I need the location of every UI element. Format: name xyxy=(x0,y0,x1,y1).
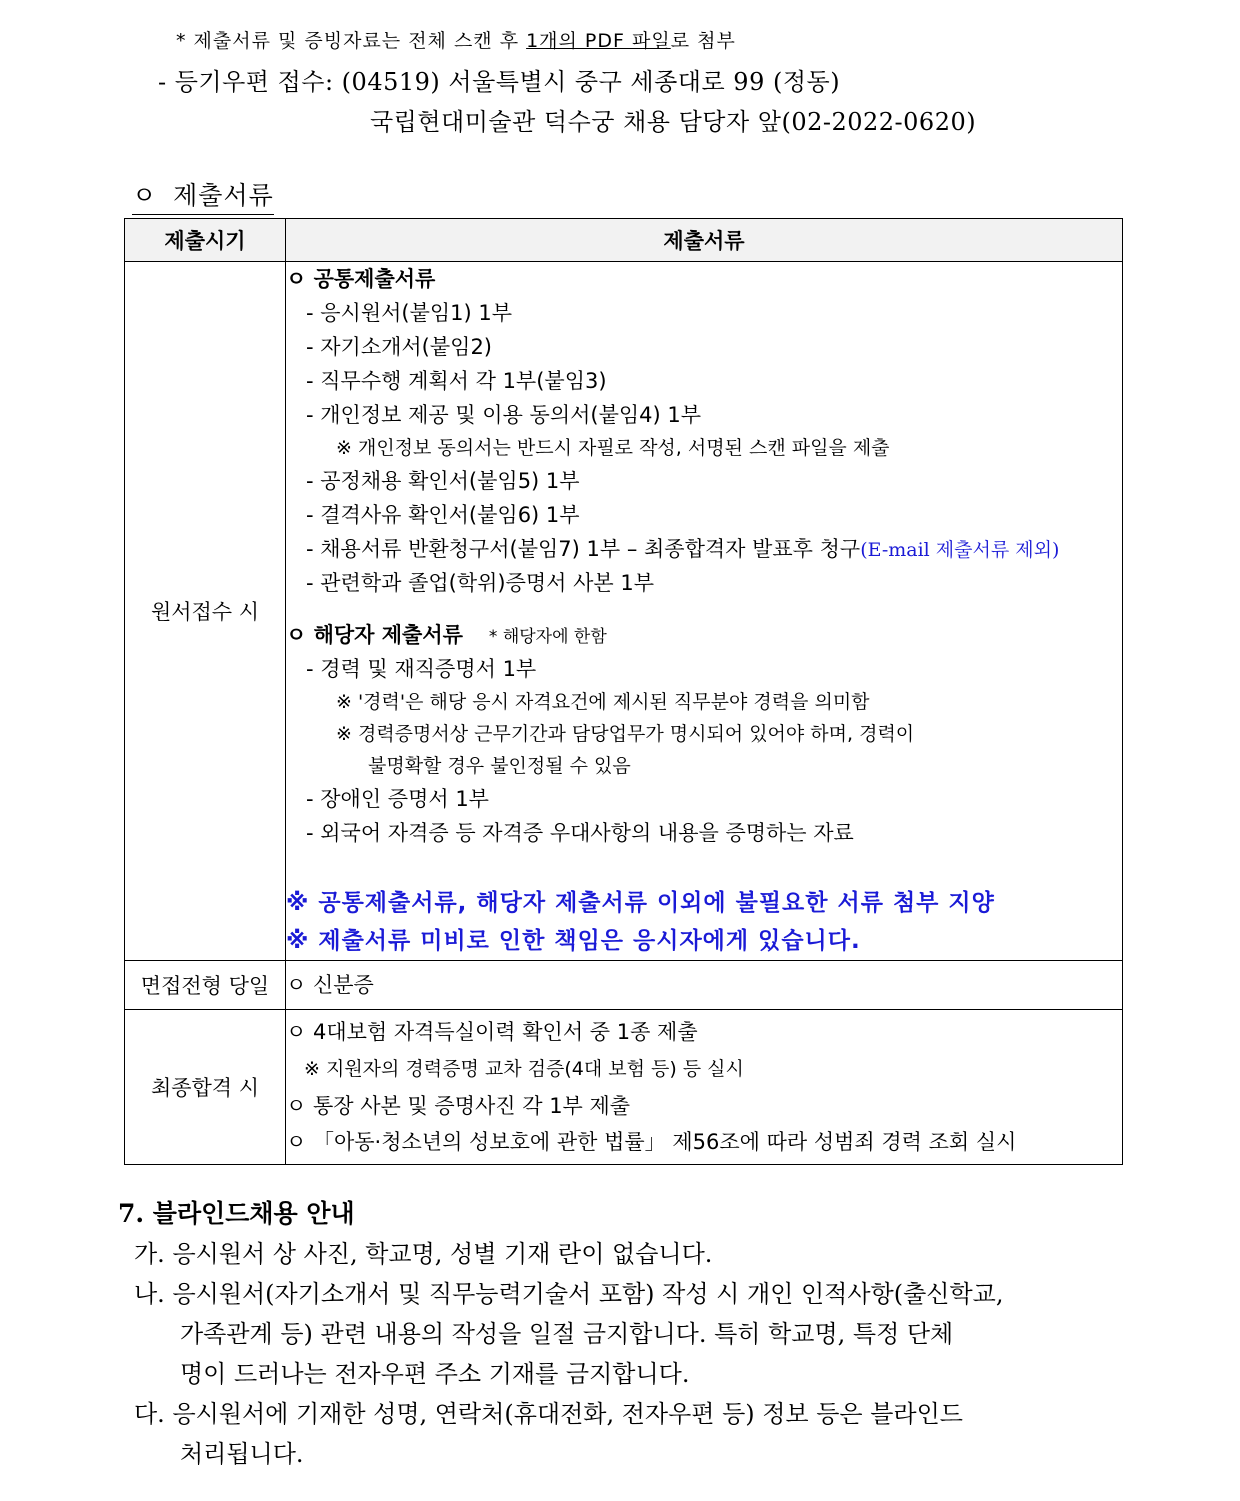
optional-docs-note: * 해당자에 한함 xyxy=(488,627,607,647)
blind-item-da: 다. 응시원서에 기재한 성명, 연락처(휴대전화, 전자우편 등) 정보 등은 블라인드 처리됩니다. xyxy=(134,1400,963,1468)
list-item: - 결격사유 확인서(붙임6) 1부 xyxy=(306,503,580,527)
list-item: ㅇ 「아동·청소년의 성보호에 관한 법률」 제56조에 따라 성범죄 경력 조회 실시 xyxy=(286,1130,1017,1154)
header-when: 제출시기 xyxy=(125,219,286,262)
cross-check-note: ※ 지원자의 경력증명 교차 검증(4대 보험 등) 등 실시 xyxy=(304,1058,744,1080)
list-item: - 채용서류 반환청구서(붙임7) 1부 – 최종합격자 발표후 청구(E-mail 제출서류 제외) xyxy=(306,537,1060,561)
blind-item-ga: 가. 응시원서 상 사진, 학교명, 성별 기재 란이 없습니다. xyxy=(134,1240,713,1268)
submission-note: * 제출서류 및 증빙자료는 전체 스캔 후 1개의 PDF 파일로 첨부 xyxy=(176,30,736,52)
optional-docs-title: ㅇ 해당자 제출서류 * 해당자에 한함 xyxy=(286,623,607,647)
list-item: - 장애인 증명서 1부 xyxy=(306,787,489,811)
list-item: - 공정채용 확인서(붙임5) 1부 xyxy=(306,469,580,493)
list-item: ㅇ 4대보험 자격득실이력 확인서 중 1종 제출 xyxy=(286,1020,698,1044)
row-label-final: 최종합격 시 xyxy=(125,1010,286,1165)
table-row-application xyxy=(125,262,1123,961)
final-docs-cell xyxy=(286,1010,1123,1165)
interview-docs-cell xyxy=(286,961,1123,1010)
documents-table xyxy=(124,218,1123,1165)
career-note-continued: 불명확할 경우 불인정될 수 있음 xyxy=(368,755,631,777)
list-item: ㅇ 신분증 xyxy=(286,973,374,997)
list-item: - 경력 및 재직증명서 1부 xyxy=(306,657,537,681)
table-header-row xyxy=(125,219,1123,262)
warning-unnecessary-docs: ※ 공통제출서류, 해당자 제출서류 이외에 불필요한 서류 첨부 지양 xyxy=(286,890,995,916)
list-item: - 직무수행 계획서 각 1부(붙임3) xyxy=(306,369,607,393)
row-label-application: 원서접수 시 xyxy=(125,262,286,961)
registered-mail-address: - 등기우편 접수: (04519) 서울특별시 중구 세종대로 99 (정동) xyxy=(158,68,841,96)
underlined-pdf-text: 1개의 PDF 파일 xyxy=(526,30,671,52)
warning-missing-docs: ※ 제출서류 미비로 인한 책임은 응시자에게 있습니다. xyxy=(286,928,861,954)
table-row-interview xyxy=(125,961,1123,1010)
blind-recruitment-title: 7. 블라인드채용 안내 xyxy=(118,1199,355,1228)
application-docs-cell xyxy=(286,262,1123,961)
row-label-interview: 면접전형 당일 xyxy=(125,961,286,1010)
blind-item-na: 나. 응시원서(자기소개서 및 직무능력기술서 포함) 작성 시 개인 인적사항(출신학교, 가족관계 등) 관련 내용의 작성을 일절 금지합니다. 특히 학교명, 특정 단체 명이 드러나는 전자우편 주소 기재를 금지합니다. xyxy=(134,1280,1004,1388)
career-note: ※ '경력'은 해당 응시 자격요건에 제시된 직무분야 경력을 의미함 xyxy=(336,691,870,713)
list-item: - 응시원서(붙임1) 1부 xyxy=(306,301,513,325)
header-docs: 제출서류 xyxy=(286,219,1123,262)
list-item: - 개인정보 제공 및 이용 동의서(붙임4) 1부 xyxy=(306,403,702,427)
list-item: ㅇ 통장 사본 및 증명사진 각 1부 제출 xyxy=(286,1094,631,1118)
registered-mail-recipient: 국립현대미술관 덕수궁 채용 담당자 앞(02-2022-0620) xyxy=(370,108,977,136)
table-row-final xyxy=(125,1010,1123,1165)
career-note: ※ 경력증명서상 근무기간과 담당업무가 명시되어 있어야 하며, 경력이 xyxy=(336,723,915,745)
email-exclusion-note: (E-mail 제출서류 제외) xyxy=(860,539,1060,561)
common-docs-title: ㅇ 공통제출서류 xyxy=(286,267,436,291)
list-item: - 자기소개서(붙임2) xyxy=(306,335,493,359)
privacy-note: ※ 개인정보 동의서는 반드시 자필로 작성, 서명된 스캔 파일을 제출 xyxy=(336,437,890,459)
list-item: - 외국어 자격증 등 자격증 우대사항의 내용을 증명하는 자료 xyxy=(306,821,854,845)
section-title: ㅇ 제출서류 xyxy=(132,176,274,215)
section-bullet: ㅇ xyxy=(132,181,158,210)
list-item: - 관련학과 졸업(학위)증명서 사본 1부 xyxy=(306,571,655,595)
